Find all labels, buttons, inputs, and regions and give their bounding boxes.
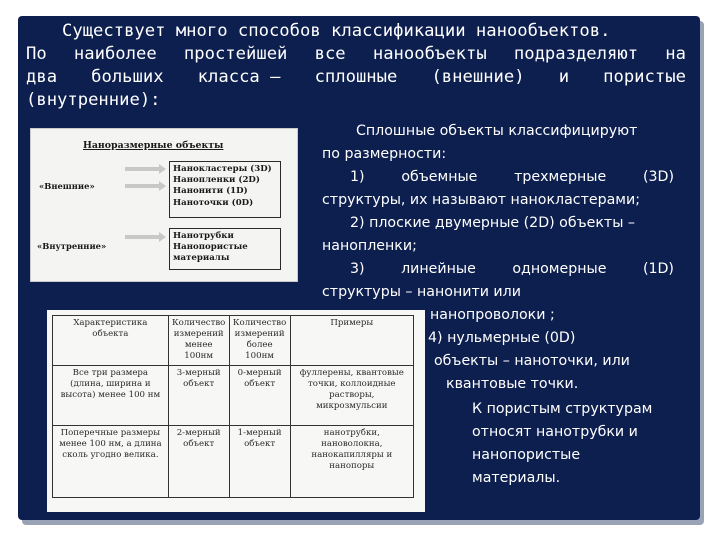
solid-word: (1D): [642, 261, 674, 277]
arrow-icon: [125, 235, 159, 239]
diagram-item: Нанотрубки: [173, 231, 234, 241]
solid-word: 1): [350, 169, 365, 185]
solid-line: объекты – наноточки, или: [434, 353, 630, 369]
porous-line: К пористым структурам: [472, 401, 653, 417]
external-items-list: [173, 164, 272, 209]
solid-word: трехмерные: [514, 169, 607, 185]
solid-line: структуры, их называют нанокластерами;: [322, 192, 640, 208]
table-row: [53, 426, 414, 498]
nano-objects-diagram: [30, 128, 298, 282]
table-cell: 2-мерный объект: [168, 426, 229, 498]
solid-line: нанопроволоки ;: [430, 307, 555, 323]
diagram-item: материалы: [173, 253, 230, 264]
table-cell: 3-мерный объект: [168, 366, 229, 426]
solid-line: по размерности:: [322, 146, 447, 162]
table-row: [53, 366, 414, 426]
classification-table: [52, 315, 414, 498]
diagram-item: Нанопористые: [173, 242, 248, 253]
table-cell: 1-мерный объект: [229, 426, 290, 498]
intro-word: По: [26, 44, 47, 64]
solid-word: линейные: [401, 261, 476, 277]
porous-line: материалы.: [472, 470, 561, 486]
table-header-cell: Количество измерений менее 100нм: [168, 316, 229, 366]
intro-line-4: (внутренние):: [26, 90, 161, 110]
solid-objects-text: [322, 120, 674, 304]
solid-word: объемные: [401, 169, 478, 185]
table-cell: нанотрубки, нановолокна, нанокапилляры и нанопоры: [290, 426, 413, 498]
arrow-icon: [125, 167, 159, 171]
solid-line: Сплошные объекты классифицируют: [356, 123, 638, 139]
diagram-item: Нанокластеры (3D): [173, 164, 272, 174]
table-header-cell: Примеры: [290, 316, 413, 366]
solid-word: 3): [350, 261, 365, 277]
intro-word: пористые: [603, 67, 686, 87]
table-header-cell: Характеристика объекта: [53, 316, 169, 366]
intro-word: два: [26, 67, 58, 87]
intro-line-1: Существует много способов классификации нанообъектов.: [62, 21, 611, 41]
solid-line: структуры – нанонити или: [322, 284, 521, 300]
diagram-title: Наноразмерные объекты: [83, 140, 224, 151]
intro-word: сплошные: [314, 67, 398, 87]
intro-word: простейшей: [183, 44, 288, 64]
solid-line: квантовые точки.: [446, 376, 579, 392]
diagram-item: Наноточки (0D): [173, 197, 254, 208]
table-header-row: [53, 316, 414, 366]
solid-item-4: 4) нульмерные (0D): [428, 330, 576, 346]
intro-word: класса –: [197, 67, 281, 87]
table-cell: фуллерены, квантовые точки, коллоидные растворы, микрозмульсии: [290, 366, 413, 426]
diagram-item: Нанопленки (2D): [173, 175, 260, 186]
internal-label: «Внутренние»: [37, 241, 107, 251]
intro-paragraph: [26, 20, 686, 112]
intro-word: нанообъекты: [372, 44, 487, 64]
solid-objects-text-lower: [428, 304, 688, 396]
intro-word: (внешние): [431, 67, 525, 87]
intro-word: все: [314, 44, 346, 64]
table-cell: Поперечные размеры менее 100 нм, а длина сколь угодно велика.: [53, 426, 169, 498]
internal-items-list: [173, 231, 248, 265]
porous-objects-text: [472, 398, 692, 490]
arrow-icon: [125, 184, 159, 188]
intro-line-2: [26, 43, 686, 66]
intro-word: больших: [91, 67, 164, 87]
solid-item-1: [322, 166, 674, 189]
solid-line: нанопленки;: [322, 238, 417, 254]
external-label: «Внешние»: [39, 181, 95, 191]
intro-word: и: [558, 67, 570, 87]
table-cell: 0-мерный объект: [229, 366, 290, 426]
intro-word: на: [665, 44, 686, 64]
table-cell: Все три размера (длина, ширина и высота) менее 100 нм: [53, 366, 169, 426]
intro-word: наиболее: [73, 44, 157, 64]
solid-item-3: [322, 258, 674, 281]
classification-table-panel: [47, 310, 425, 512]
solid-word: (3D): [642, 169, 674, 185]
solid-item-2: 2) плоские двумерные (2D) объекты –: [350, 215, 635, 231]
porous-line: нанопористые: [472, 447, 581, 463]
intro-word: подразделяют: [513, 44, 639, 64]
porous-line: относят нанотрубки и: [472, 424, 638, 440]
table-header-cell: Количество измерений более 100нм: [229, 316, 290, 366]
intro-line-3: [26, 66, 686, 89]
diagram-item: Нанонити (1D): [173, 186, 248, 197]
solid-word: одномерные: [512, 261, 607, 277]
